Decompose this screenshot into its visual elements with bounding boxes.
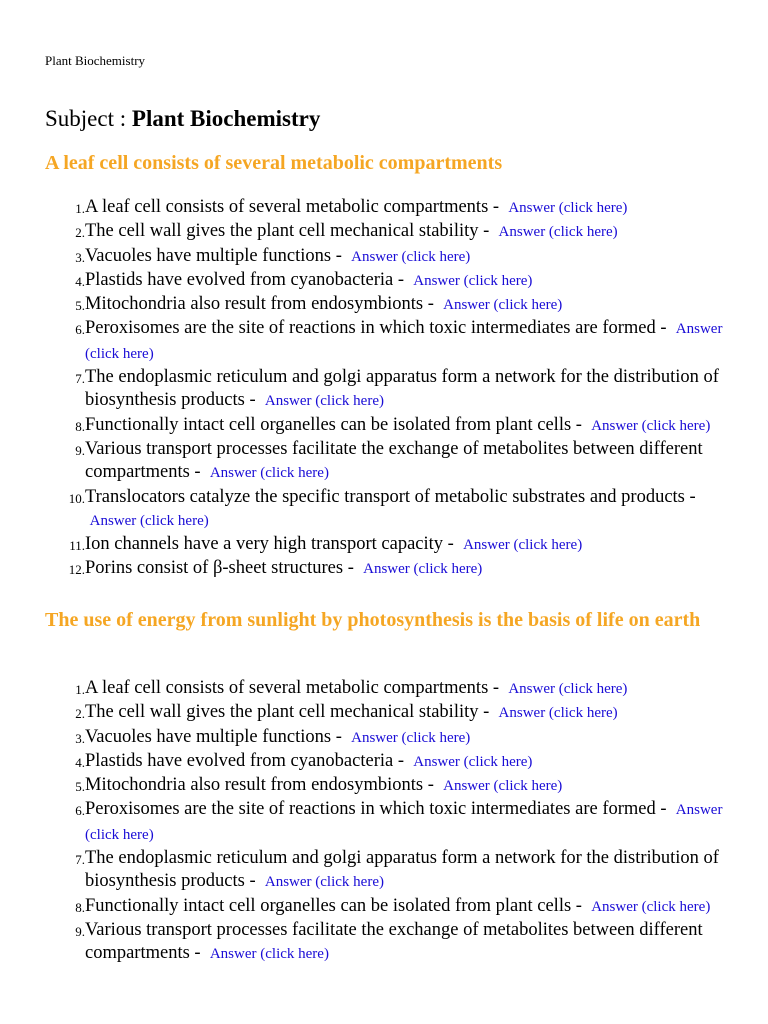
item-number: 9. bbox=[75, 923, 85, 939]
item-text: The cell wall gives the plant cell mechanical stability - bbox=[85, 221, 494, 242]
item-text: Functionally intact cell organelles can be isolated from plant cells - bbox=[85, 895, 587, 916]
item-number: 2. bbox=[75, 225, 85, 241]
answer-link[interactable]: Answer (click here) bbox=[351, 248, 471, 265]
list-item bbox=[45, 533, 735, 557]
answer-link[interactable]: Answer (click here) bbox=[508, 200, 628, 216]
answer-link[interactable]: Answer (click here) bbox=[591, 898, 711, 915]
list-item bbox=[45, 701, 735, 725]
running-header: Plant Biochemistry bbox=[45, 53, 146, 68]
list-item bbox=[45, 438, 735, 486]
list-item bbox=[45, 414, 735, 438]
list-item bbox=[45, 798, 735, 847]
item-text: Translocators catalyze the specific transport of metabolic substrates and products - bbox=[85, 486, 696, 507]
answer-link[interactable]: Answer (click here) bbox=[351, 729, 471, 746]
item-text: Plastids have evolved from cyanobacteria - bbox=[85, 269, 409, 290]
item-number: 5. bbox=[75, 779, 85, 795]
item-number: 3. bbox=[75, 249, 85, 265]
item-text: The endoplasmic reticulum and golgi apparatus form a network for the distribution of biosynthesis products - bbox=[85, 848, 719, 892]
answer-link[interactable]: Answer (click here) bbox=[89, 512, 209, 529]
answer-link[interactable]: Answer (click here) bbox=[443, 778, 563, 795]
list-item bbox=[45, 750, 735, 774]
question-list bbox=[45, 677, 735, 967]
list-item bbox=[45, 486, 735, 534]
answer-link[interactable]: Answer (click here) bbox=[85, 321, 723, 362]
item-number: 8. bbox=[75, 418, 85, 434]
item-number: 6. bbox=[75, 322, 85, 338]
item-text: Porins consist of β-sheet structures - bbox=[85, 558, 359, 579]
answer-link[interactable]: Answer (click here) bbox=[209, 465, 329, 482]
item-text: The cell wall gives the plant cell mechanical stability - bbox=[85, 702, 494, 723]
list-item bbox=[45, 196, 735, 220]
list-item bbox=[45, 726, 735, 750]
item-text: A leaf cell consists of several metabolic compartments - bbox=[85, 678, 504, 698]
item-number: 7. bbox=[75, 852, 85, 868]
item-text: Peroxisomes are the site of reactions in which toxic intermediates are formed - bbox=[85, 318, 672, 339]
item-text: Functionally intact cell organelles can be isolated from plant cells - bbox=[85, 414, 587, 435]
item-number: 7. bbox=[75, 371, 85, 387]
list-item bbox=[45, 317, 735, 366]
subject-value: Plant Biochemistry bbox=[131, 106, 321, 131]
answer-link[interactable]: Answer (click here) bbox=[85, 802, 723, 843]
item-text: Plastids have evolved from cyanobacteria - bbox=[85, 750, 409, 771]
item-number: 5. bbox=[75, 298, 85, 314]
answer-link[interactable]: Answer (click here) bbox=[498, 224, 618, 241]
list-item bbox=[45, 847, 735, 895]
answer-link[interactable]: Answer (click here) bbox=[264, 874, 384, 891]
section-heading: A leaf cell consists of several metabolic compartments bbox=[45, 152, 503, 174]
list-item bbox=[45, 677, 735, 701]
item-number: 4. bbox=[75, 754, 85, 770]
item-number: 10. bbox=[68, 490, 85, 506]
item-text: Ion channels have a very high transport capacity - bbox=[85, 534, 459, 555]
list-item bbox=[45, 557, 735, 581]
item-number: 11. bbox=[69, 538, 85, 554]
list-item bbox=[45, 366, 735, 414]
item-text: Vacuoles have multiple functions - bbox=[85, 726, 347, 747]
item-text: Mitochondria also result from endosymbionts - bbox=[85, 775, 439, 796]
item-number: 4. bbox=[75, 273, 85, 289]
item-text: Peroxisomes are the site of reactions in which toxic intermediates are formed - bbox=[85, 799, 672, 820]
item-text: Various transport processes facilitate the exchange of metabolites between different compartments - bbox=[85, 438, 703, 483]
item-number: 12. bbox=[68, 562, 85, 578]
list-item bbox=[45, 895, 735, 919]
answer-link[interactable]: Answer (click here) bbox=[508, 681, 628, 697]
answer-link[interactable]: Answer (click here) bbox=[498, 705, 618, 722]
item-text: A leaf cell consists of several metabolic compartments - bbox=[85, 197, 504, 217]
item-number: 1. bbox=[75, 682, 85, 697]
item-number: 6. bbox=[75, 803, 85, 819]
list-item bbox=[45, 269, 735, 293]
answer-link[interactable]: Answer (click here) bbox=[363, 561, 483, 578]
section-heading: The use of energy from sunlight by photosynthesis is the basis of life on earth bbox=[45, 609, 701, 631]
answer-link[interactable]: Answer (click here) bbox=[264, 393, 384, 410]
item-text: Mitochondria also result from endosymbionts - bbox=[85, 294, 439, 315]
page-title bbox=[45, 106, 320, 132]
item-text: The endoplasmic reticulum and golgi apparatus form a network for the distribution of biosynthesis products - bbox=[85, 367, 719, 411]
item-number: 3. bbox=[75, 730, 85, 746]
list-item bbox=[45, 919, 735, 967]
item-number: 1. bbox=[75, 201, 85, 216]
item-number: 8. bbox=[75, 899, 85, 915]
list-item bbox=[45, 245, 735, 269]
list-item bbox=[45, 293, 735, 317]
item-number: 2. bbox=[75, 706, 85, 722]
answer-link[interactable]: Answer (click here) bbox=[463, 537, 583, 554]
answer-link[interactable]: Answer (click here) bbox=[413, 272, 533, 289]
item-text: Vacuoles have multiple functions - bbox=[85, 245, 347, 266]
answer-link[interactable]: Answer (click here) bbox=[413, 753, 533, 770]
item-number: 9. bbox=[75, 442, 85, 458]
question-list bbox=[45, 196, 735, 582]
list-item bbox=[45, 774, 735, 798]
answer-link[interactable]: Answer (click here) bbox=[209, 946, 329, 963]
answer-link[interactable]: Answer (click here) bbox=[443, 297, 563, 314]
list-item bbox=[45, 220, 735, 244]
item-text: Various transport processes facilitate the exchange of metabolites between different compartments - bbox=[85, 919, 703, 964]
answer-link[interactable]: Answer (click here) bbox=[591, 417, 711, 434]
subject-label: Subject : bbox=[45, 106, 132, 131]
